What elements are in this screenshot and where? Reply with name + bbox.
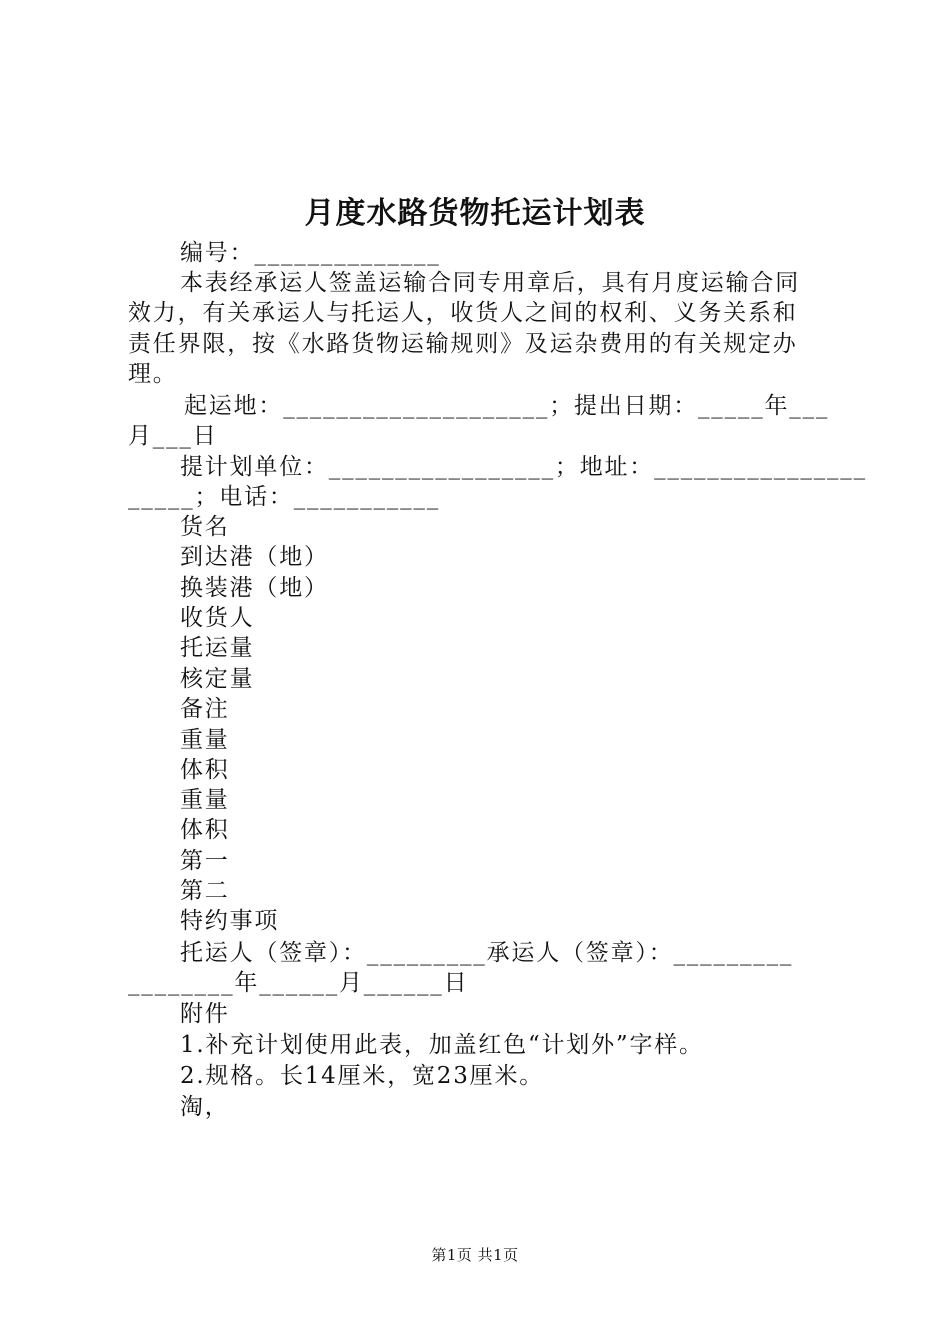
planner-line-2: _____；电话：___________: [128, 484, 440, 510]
field-label: 第一: [180, 848, 230, 874]
intro-line-4: 理。: [128, 361, 178, 387]
field-label: 体积: [180, 757, 230, 783]
serial-number-line: 编号：______________: [180, 240, 441, 266]
appendix-item: 2.规格。长14厘米，宽23厘米。: [180, 1063, 545, 1089]
intro-line-1: 本表经承运人签盖运输合同专用章后，具有月度运输合同: [180, 270, 800, 296]
page-footer: 第1页 共1页: [431, 1246, 519, 1264]
field-label: 到达港（地）: [180, 544, 329, 570]
field-label: 收货人: [180, 605, 255, 631]
field-label: 换装港（地）: [180, 575, 329, 601]
intro-line-2: 效力，有关承运人与托运人，收货人之间的权利、义务关系和: [128, 300, 798, 326]
field-label: 重量: [180, 727, 230, 753]
intro-line-3: 责任界限，按《水路货物运输规则》及运杂费用的有关规定办: [128, 331, 798, 357]
document-title: 月度水路货物托运计划表: [304, 196, 646, 231]
field-label: 托运量: [180, 635, 255, 661]
field-label: 体积: [180, 817, 230, 843]
field-label: 核定量: [180, 666, 255, 692]
field-label: 第二: [180, 878, 230, 904]
signature-line-2: ________年______月______日: [128, 970, 469, 996]
appendix-heading: 附件: [180, 1001, 230, 1027]
trailing-text: 淘，: [180, 1094, 230, 1120]
origin-date-line-1: 起运地：____________________；提出日期：_____年___: [184, 393, 830, 419]
field-label: 货名: [180, 514, 230, 540]
origin-date-line-2: 月___日: [128, 423, 218, 449]
field-label: 重量: [180, 787, 230, 813]
appendix-item: 1.补充计划使用此表，加盖红色“计划外”字样。: [180, 1032, 704, 1058]
field-label: 特约事项: [180, 908, 280, 934]
signature-line-1: 托运人（签章）：_________承运人（签章）：_________: [180, 940, 794, 966]
field-label: 备注: [180, 696, 230, 722]
planner-line-1: 提计划单位：_________________；地址：________________: [180, 454, 867, 480]
